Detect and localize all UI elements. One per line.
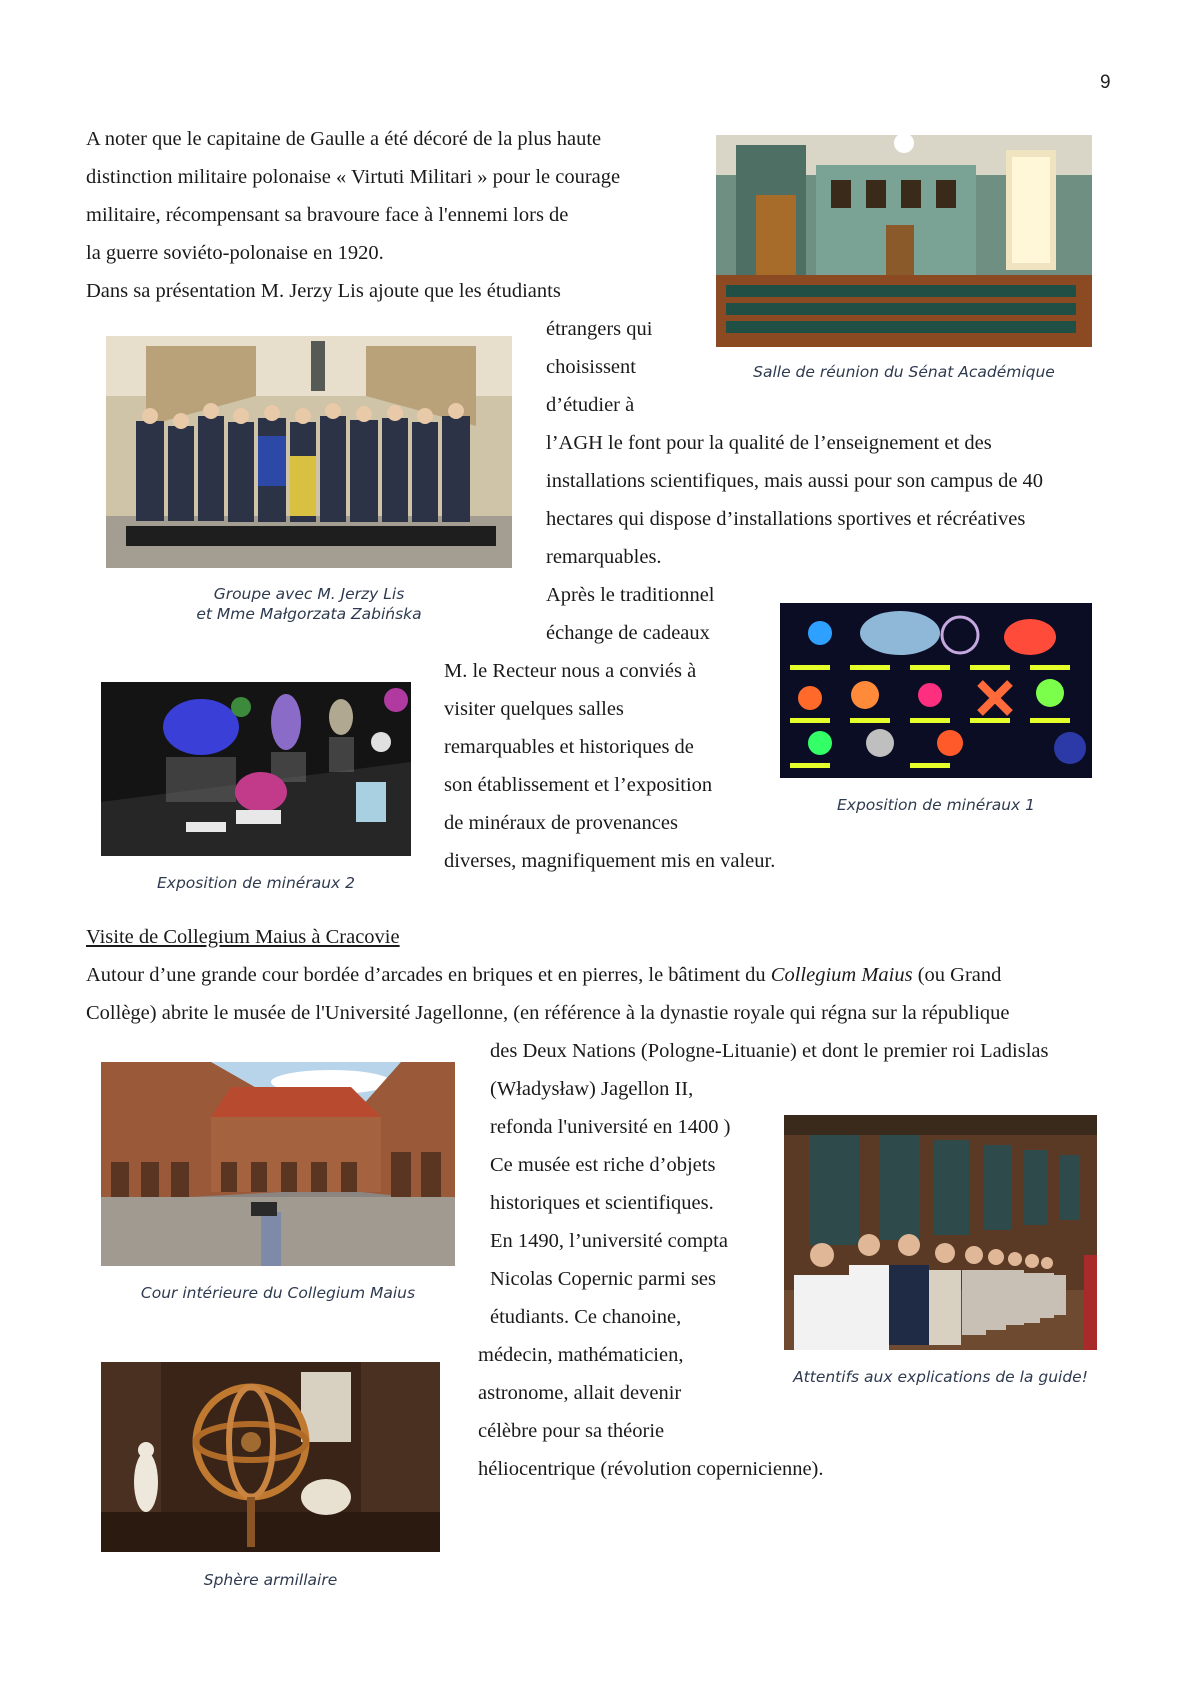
text-line: des Deux Nations (Pologne-Lituanie) et dont le premier roi Ladislas <box>490 1040 1049 1062</box>
caption-minerals-2: Exposition de minéraux 2 <box>156 874 355 892</box>
text-line: diverses, magnifiquement mis en valeur. <box>444 850 776 872</box>
armillary-sphere-photo <box>101 1362 440 1552</box>
minerals-exhibit-2-photo <box>101 682 411 856</box>
text-line: l’AGH le font pour la qualité de l’enseignement et des <box>546 432 992 454</box>
text-line: A noter que le capitaine de Gaulle a été décoré de la plus haute <box>86 128 602 150</box>
text-line: M. le Recteur nous a conviés à <box>444 660 697 682</box>
text-line: installations scientifiques, mais aussi pour son campus de 40 <box>546 470 1044 492</box>
caption-sphere: Sphère armillaire <box>203 1571 338 1589</box>
text-line: Après le traditionnel <box>546 584 715 606</box>
text-line: échange de cadeaux <box>546 622 710 644</box>
text-run: Autour d’une grande cour bordée d’arcades en briques et en pierres, le bâtiment du <box>86 964 771 986</box>
caption-group-line2: et Mme Małgorzata Zabińska <box>196 605 422 623</box>
text-line: célèbre pour sa théorie <box>478 1420 665 1442</box>
minerals-exhibit-1-photo <box>780 603 1092 778</box>
caption-senate-hall: Salle de réunion du Sénat Académique <box>753 363 1055 381</box>
text-line: étrangers qui <box>546 318 653 340</box>
text-line <box>86 963 1001 987</box>
text-italic-run: Collegium Maius <box>770 964 913 986</box>
text-line: militaire, récompensant sa bravoure face à l'ennemi lors de <box>86 204 569 226</box>
caption-minerals-1: Exposition de minéraux 1 <box>836 796 1035 814</box>
text-line: En 1490, l’université compta <box>490 1230 728 1252</box>
text-line: d’étudier à <box>546 394 635 416</box>
text-line: astronome, allait devenir <box>478 1382 682 1404</box>
text-line: son établissement et l’exposition <box>444 774 713 796</box>
courtyard-photo <box>101 1062 455 1266</box>
text-line: de minéraux de provenances <box>444 812 678 834</box>
text-line: choisissent <box>546 356 636 378</box>
text-run: (ou Grand <box>912 964 1002 986</box>
text-line: médecin, mathématicien, <box>478 1344 684 1366</box>
text-line: remarquables. <box>546 546 662 568</box>
caption-attentive: Attentifs aux explications de la guide! <box>793 1368 1088 1386</box>
text-line: distinction militaire polonaise « Virtuti Militari » pour le courage <box>86 166 621 188</box>
section-heading: Visite de Collegium Maius à Cracovie <box>86 926 400 948</box>
text-line: remarquables et historiques de <box>444 736 694 758</box>
group-photo <box>106 336 512 568</box>
caption-courtyard: Cour intérieure du Collegium Maius <box>140 1284 416 1302</box>
page-number: 9 <box>1100 72 1111 93</box>
text-line: (Władysław) Jagellon II, <box>490 1078 694 1100</box>
text-line: Ce musée est riche d’objets <box>490 1154 716 1176</box>
text-line: la guerre soviéto-polonaise en 1920. <box>86 242 384 264</box>
attentive-group-photo <box>784 1115 1097 1350</box>
text-line: Collège) abrite le musée de l'Université Jagellonne, (en référence à la dynastie royale qui régna sur la république <box>86 1002 1010 1024</box>
caption-group-line1: Groupe avec M. Jerzy Lis <box>213 585 405 603</box>
senate-hall-photo <box>716 135 1092 347</box>
text-line: étudiants. Ce chanoine, <box>490 1306 682 1328</box>
text-line: Dans sa présentation M. Jerzy Lis ajoute que les étudiants <box>86 280 561 302</box>
text-line: visiter quelques salles <box>444 698 624 720</box>
text-line: hectares qui dispose d’installations sportives et récréatives <box>546 508 1026 530</box>
text-line: historiques et scientifiques. <box>490 1192 714 1214</box>
text-line: refonda l'université en 1400 ) <box>490 1116 731 1138</box>
text-line: héliocentrique (révolution copernicienne). <box>478 1458 824 1480</box>
text-line: Nicolas Copernic parmi ses <box>490 1268 717 1290</box>
